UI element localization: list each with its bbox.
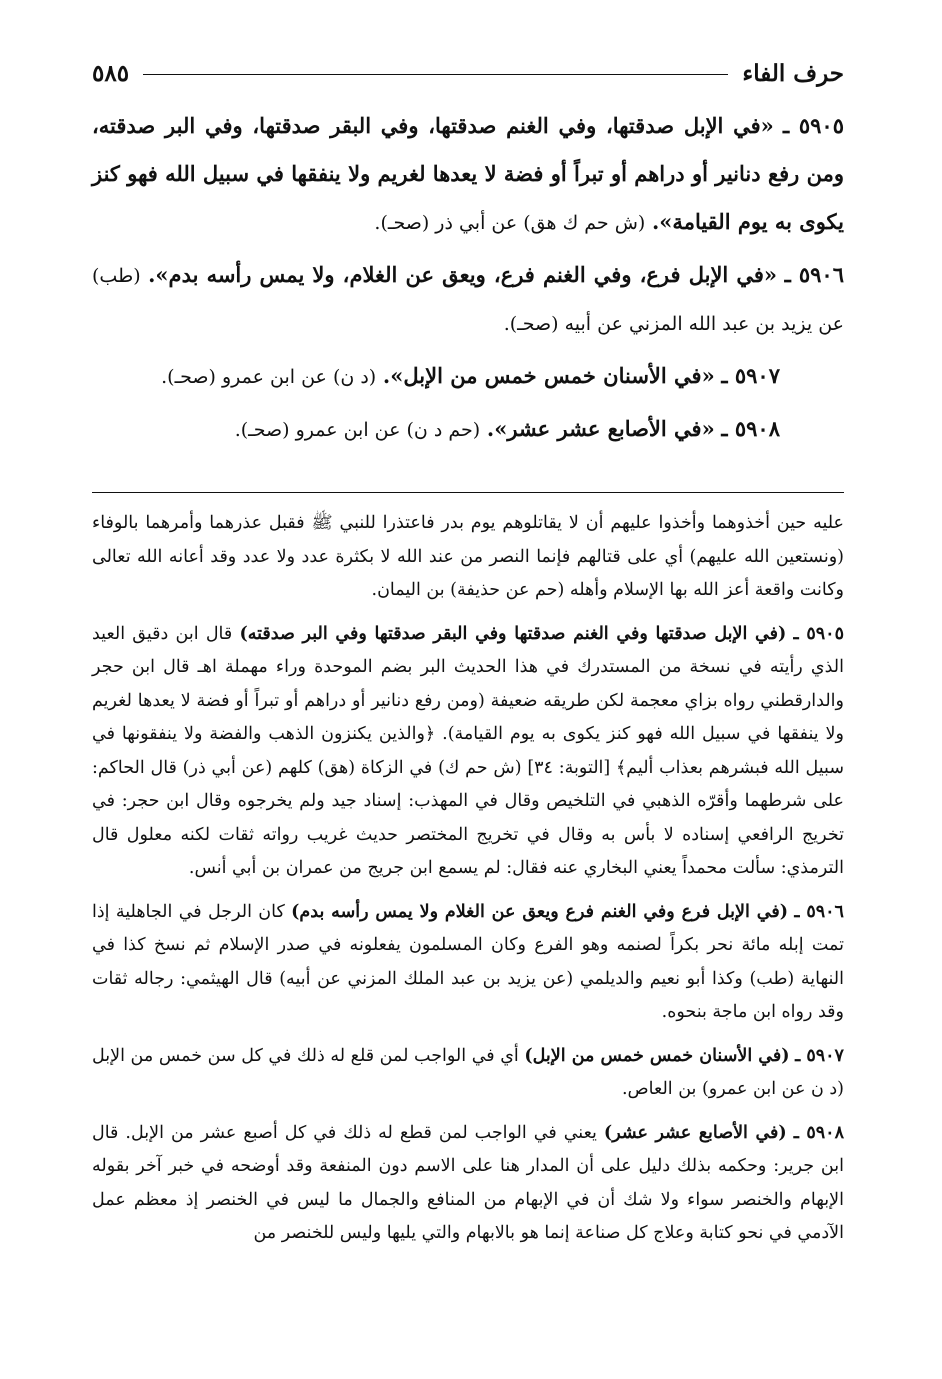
commentary-lemma: (في الأصابع عشر عشر) [603, 1122, 787, 1143]
hadith-number: ٥٩٠٥ ـ [782, 113, 844, 138]
hadith-entry [92, 102, 844, 247]
hadith-text: «في الأصابع عشر عشر». [486, 416, 715, 441]
commentary-paragraph [92, 896, 844, 1030]
hadith-number: ٥٩٠٨ ـ [721, 416, 780, 441]
commentary-lemma: (في الإبل صدقتها وفي الغنم صدقتها وفي البقر صدقتها وفي البر صدقته) [239, 623, 787, 644]
header-rule [143, 74, 728, 75]
commentary-lemma: (في الإبل فرع وفي الغنم فرع ويعق عن الغلام ولا يمس رأسه بدم) [291, 901, 789, 922]
commentary-paragraph [92, 1117, 844, 1251]
hadith-entry [92, 352, 844, 401]
chapter-title: حرف الفاء [742, 60, 844, 87]
running-header [92, 60, 844, 96]
commentary-lemma: (في الأسنان خمس خمس من الإبل) [524, 1045, 790, 1066]
hadith-source: (د ن) عن ابن عمرو (صحـ). [161, 366, 377, 388]
hadith-text: «في الإبل فرع، وفي الغنم فرع، ويعق عن الغلام، ولا يمس رأسه بدم». [148, 262, 778, 287]
hadith-number: ٥٩٠٧ ـ [721, 363, 780, 388]
commentary-number: ٥٩٠٦ ـ [794, 901, 844, 922]
commentary-text: يعني في الواجب لمن قطع له ذلك في كل أصبع عشر من الإبل. قال ابن جرير: وحكمه بذلك دليل على أن المدار هنا على الاسم دون المنفعة وقد أوضحه في خبر آخر بقوله الإبهام والخنصر سواء ولا شك أن في الإبهام من المنافع والجمال ما ليس في الخنصر إذ معظم عمل الآدمي في نحو كتابة وعلاج كل صناعة إنما هو بالابهام والتي يليها وليس للخنصر من [92, 1122, 844, 1243]
hadith-entry [92, 251, 844, 348]
commentary-paragraph [92, 507, 844, 608]
commentary-section [92, 507, 844, 1251]
commentary-number: ٥٩٠٥ ـ [793, 623, 844, 644]
hadith-source: (ش حم ك هق) عن أبي ذر (صحـ). [374, 212, 646, 234]
commentary-text: أي في الواجب لمن قلع له ذلك في كل سن خمس من الإبل (د ن عن ابن عمرو) بن العاص. [92, 1045, 844, 1099]
commentary-number: ٥٩٠٨ ـ [793, 1122, 844, 1143]
hadith-source: (حم د ن) عن ابن عمرو (صحـ). [234, 419, 481, 441]
commentary-text: كان الرجل في الجاهلية إذا تمت إبله مائة نحر بكراً لصنمه وهو الفرع وكان المسلمون يفعلونه في صدر الإسلام ثم نسخ كذا في النهاية (طب) وكذا أبو نعيم والديلمي (عن يزيد بن عبد الملك المزني عن أبيه) قال الهيثمي: رجاله ثقات وقد رواه ابن ماجة بنحوه. [92, 901, 844, 1022]
commentary-text: قال ابن دقيق العيد الذي رأيته في نسخة من المستدرك في هذا الحديث البر بضم الموحدة وراء مهملة اهـ قال ابن حجر والدارقطني رواه بزاي معجمة لكن طريقه ضعيفة (ومن رفع دنانير أو دراهم أو تبراً أو فضة لا يعدها لغريم ولا ينفقها في سبيل الله فهو كنز يكوى به يوم القيامة). ﴿والذين يكنزون الذهب والفضة ولا ينفقونها في سبيل الله فبشرهم بعذاب أليم﴾ [التوبة: ٣٤] (ش حم ك) في الزكاة (هق) كلهم (عن أبي ذر) قال الحاكم: على شرطهما وأقرّه الذهبي في التلخيص وقال في المهذب: إسناد جيد ولم يخرجوه وقال ابن حجر: في تخريج الرافعي إسناده لا بأس به وقال في تخريج المختصر حديث غريب رواته ثقات لكنه معلول قال الترمذي: سألت محمداً يعني البخاري عنه فقال: لم يسمع ابن جريج من عمران بن أبي أنس. [92, 623, 844, 878]
page-number: ٥٨٥ [92, 60, 130, 87]
hadith-number: ٥٩٠٦ ـ [784, 262, 844, 287]
footnote-separator [92, 492, 844, 493]
hadith-section [92, 102, 844, 454]
commentary-paragraph [92, 618, 844, 886]
hadith-source: (طب) عن يزيد بن عبد الله المزني عن أبيه (صحـ). [92, 265, 844, 335]
commentary-paragraph [92, 1040, 844, 1107]
hadith-entry [92, 405, 844, 454]
hadith-text: «في الإبل صدقتها، وفي الغنم صدقتها، وفي البقر صدقتها، وفي البر صدقته، ومن رفع دنانير أو دراهم أو تبراً أو فضة لا يعدها لغريم ولا ينفقها في سبيل الله فهو كنز يكوى به يوم القيامة». [92, 113, 844, 234]
commentary-text: عليه حين أخذوهما وأخذوا عليهم أن لا يقاتلوهم يوم بدر فاعتذرا للنبي ﷺ فقبل عذرهما وأمرهما بالوفاء (ونستعين الله عليهم) أي على قتالهم فإنما النصر من عند الله لا بكثرة عدد ولا عدد وقد أعانه الله تعالى وكانت واقعة أعز الله بها الإسلام وأهله (حم عن حذيفة) بن اليمان. [92, 513, 844, 600]
hadith-text: «في الأسنان خمس خمس من الإبل». [382, 363, 715, 388]
commentary-number: ٥٩٠٧ ـ [795, 1045, 844, 1066]
